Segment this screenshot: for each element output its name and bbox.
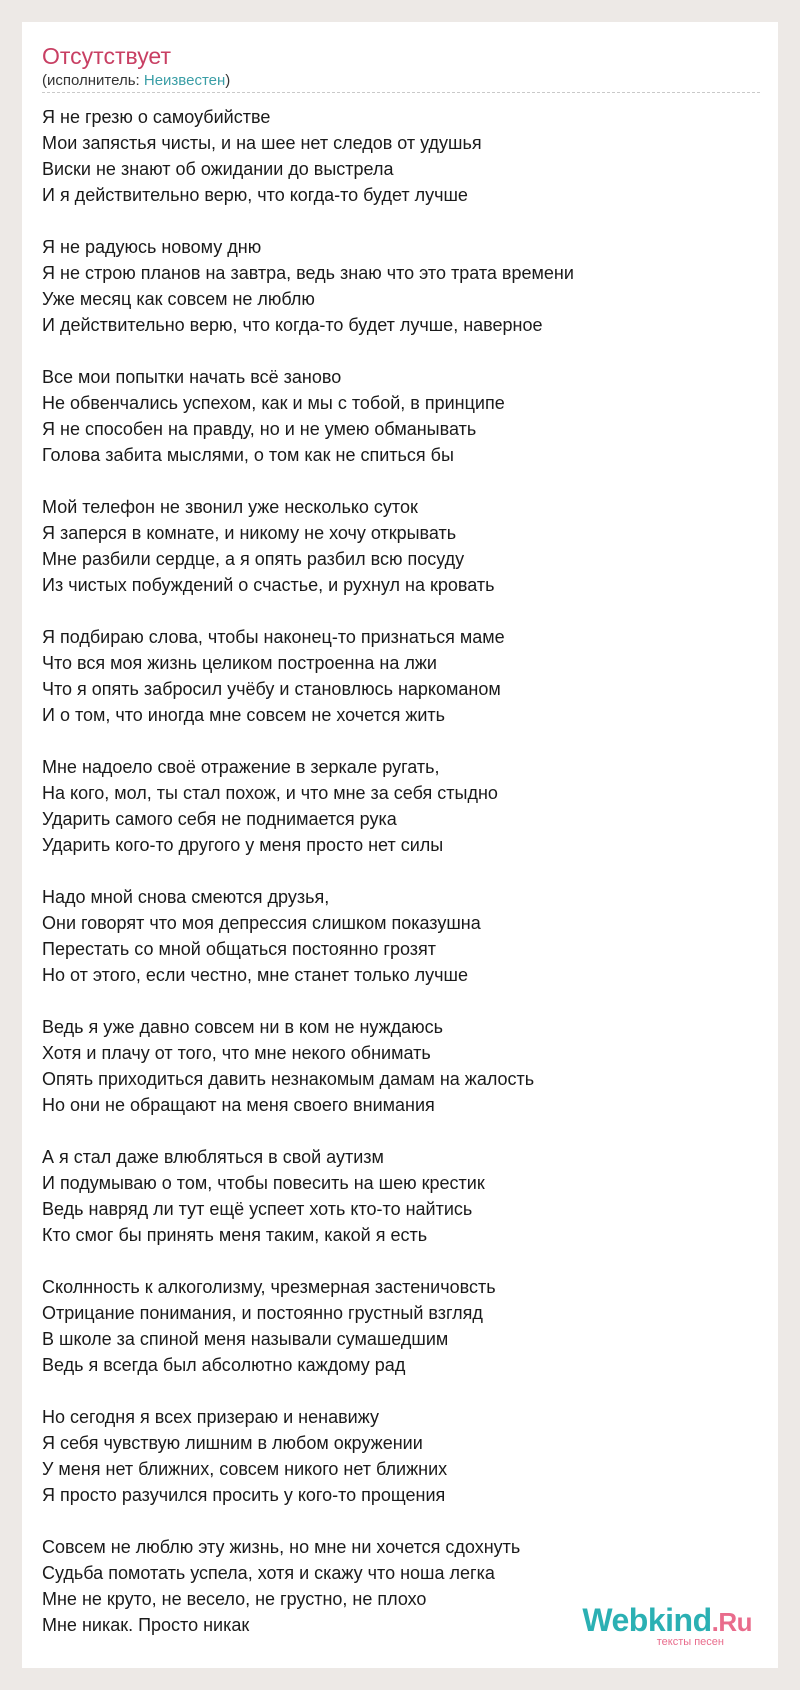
stanza [42, 104, 762, 208]
lyric-line: Но сегодня я всех призераю и ненавижу [42, 1407, 379, 1427]
artist-line [42, 72, 230, 90]
header-divider [42, 92, 760, 93]
site-logo[interactable] [582, 1604, 752, 1648]
lyric-line: Мне не круто, не весело, не грустно, не плохо [42, 1589, 427, 1609]
stanza [42, 234, 762, 338]
stanza [42, 494, 762, 598]
lyric-line: Я не радуюсь новому дню [42, 237, 262, 257]
lyric-line: Мне никак. Просто никак [42, 1615, 250, 1635]
lyric-line: Что вся моя жизнь целиком построенна на лжи [42, 653, 437, 673]
lyric-line: Мне разбили сердце, а я опять разбил всю посуду [42, 549, 465, 569]
lyric-line: И о том, что иногда мне совсем не хочется жить [42, 705, 446, 725]
lyric-line: Не обвенчались успехом, как и мы с тобой, в принципе [42, 393, 505, 413]
lyric-line: Хотя и плачу от того, что мне некого обнимать [42, 1043, 431, 1063]
stanza [42, 754, 762, 858]
lyric-line: И я действительно верю, что когда-то будет лучше [42, 185, 468, 205]
lyric-line: Но они не обращают на меня своего внимания [42, 1095, 435, 1115]
lyric-line: Судьба помотать успела, хотя и скажу что ноша легка [42, 1563, 495, 1583]
lyric-line: И действительно верю, что когда-то будет лучше, наверное [42, 315, 543, 335]
lyric-line: У меня нет ближних, совсем никого нет ближних [42, 1459, 448, 1479]
lyric-line: Ведь навряд ли тут ещё успеет хоть кто-то найтись [42, 1199, 473, 1219]
lyric-line: Ведь я всегда был абсолютно каждому рад [42, 1355, 406, 1375]
lyric-line: Опять приходиться давить незнакомым дамам на жалость [42, 1069, 535, 1089]
lyric-line: Мне надоело своё отражение в зеркале ругать, [42, 757, 440, 777]
lyric-line: Сколнность к алкоголизму, чрезмерная застеничовсть [42, 1277, 496, 1297]
artist-prefix: (исполнитель: [42, 72, 144, 89]
lyric-line: Перестать со мной общаться постоянно грозят [42, 939, 437, 959]
stanza [42, 624, 762, 728]
song-title: Отсутствует [42, 43, 171, 69]
lyric-line: Мой телефон не звонил уже несколько суток [42, 497, 418, 517]
stanza [42, 1274, 762, 1378]
logo-main-text: Webkind [582, 1602, 712, 1638]
lyric-line: Надо мной снова смеются друзья, [42, 887, 330, 907]
lyric-line: Что я опять забросил учёбу и становлюсь наркоманом [42, 679, 501, 699]
lyric-line: На кого, мол, ты стал похож, и что мне за себя стыдно [42, 783, 498, 803]
artist-link[interactable]: Неизвестен [143, 72, 226, 89]
lyric-line: И подумываю о том, чтобы повесить на шею крестик [42, 1173, 485, 1193]
lyric-line: Я не способен на правду, но и не умею обманывать [42, 419, 477, 439]
lyric-line: Я просто разучился просить у кого-то прощения [42, 1485, 446, 1505]
stanza [42, 1014, 762, 1118]
lyric-line: Из чистых побуждений о счастье, и рухнул на кровать [42, 575, 495, 595]
logo-wordmark [582, 1604, 752, 1638]
stanza [42, 1404, 762, 1508]
lyric-line: Я заперся в комнате, и никому не хочу открывать [42, 523, 457, 543]
lyric-line: В школе за спиной меня называли сумашедшим [42, 1329, 449, 1349]
lyric-line: Они говорят что моя депрессия слишком показушна [42, 913, 481, 933]
lyric-line: Отрицание понимания, и постоянно грустный взгляд [42, 1303, 483, 1323]
lyric-line: Мои запястья чисты, и на шее нет следов от удушья [42, 133, 482, 153]
lyric-line: Кто смог бы принять меня таким, какой я есть [42, 1225, 428, 1245]
lyrics-body [42, 104, 762, 1664]
lyric-line: Ударить кого-то другого у меня просто нет силы [42, 835, 444, 855]
lyric-line: Ведь я уже давно совсем ни в ком не нуждаюсь [42, 1017, 444, 1037]
lyric-line: Я подбираю слова, чтобы наконец-то признаться маме [42, 627, 505, 647]
stanza [42, 1144, 762, 1248]
lyric-line: Я себя чувствую лишним в любом окружении [42, 1433, 423, 1453]
logo-suffix: .Ru [711, 1607, 752, 1637]
lyric-line: Виски не знают об ожидании до выстрела [42, 159, 394, 179]
lyric-line: Я не строю планов на завтра, ведь знаю что это трата времени [42, 263, 574, 283]
lyric-line: Ударить самого себя не поднимается рука [42, 809, 397, 829]
lyric-line: Голова забита мыслями, о том как не спиться бы [42, 445, 454, 465]
lyric-line: Уже месяц как совсем не люблю [42, 289, 315, 309]
logo-tagline: тексты песен [656, 1636, 724, 1648]
stanza [42, 364, 762, 468]
lyric-line: Все мои попытки начать всё заново [42, 367, 342, 387]
lyric-line: А я стал даже влюбляться в свой аутизм [42, 1147, 384, 1167]
lyric-line: Но от этого, если честно, мне станет только лучше [42, 965, 468, 985]
stanza [42, 884, 762, 988]
lyric-line: Совсем не люблю эту жизнь, но мне ни хочется сдохнуть [42, 1537, 521, 1557]
artist-suffix: ) [225, 72, 231, 89]
lyrics-card [22, 22, 778, 1668]
lyric-line: Я не грезю о самоубийстве [42, 107, 271, 127]
